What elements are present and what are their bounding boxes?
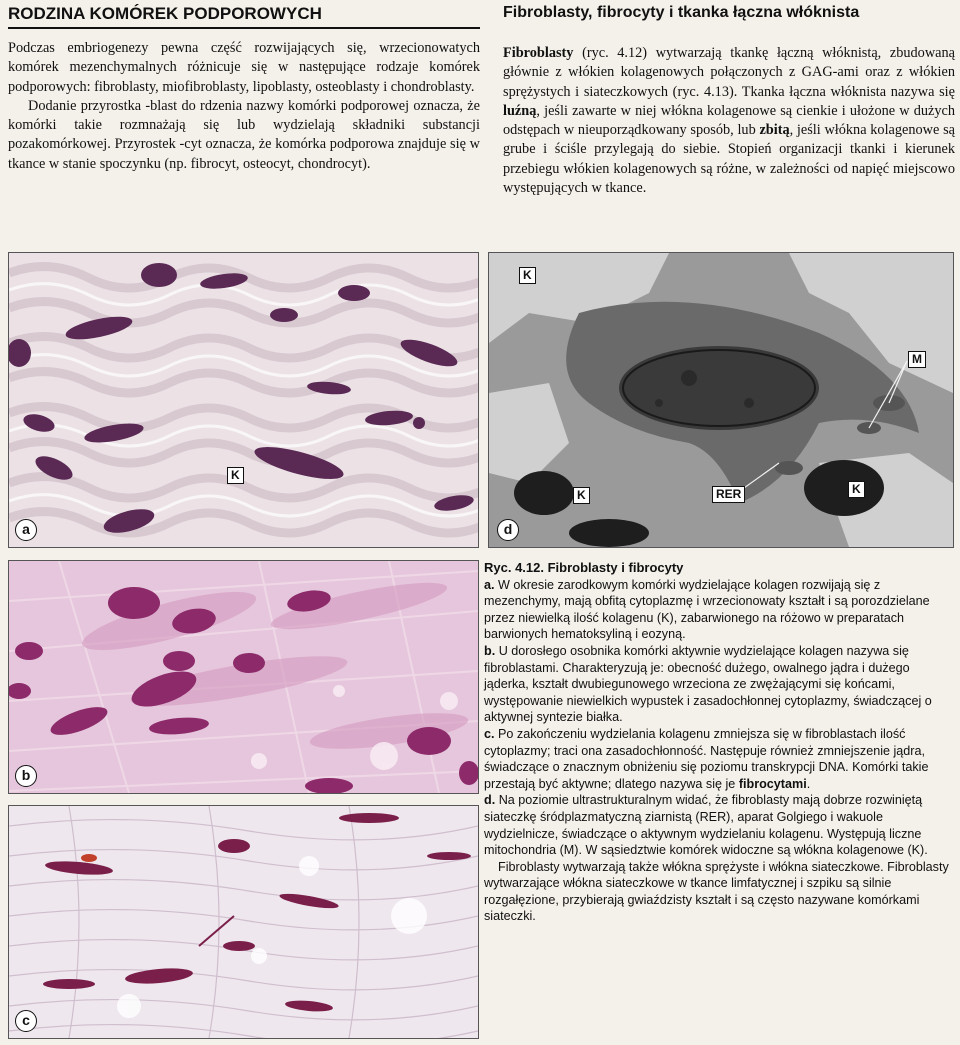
right-text-column bbox=[503, 4, 955, 198]
micrograph-c-image bbox=[9, 806, 478, 1038]
label-m-mitochondria: M bbox=[908, 351, 926, 368]
caption-title: Ryc. 4.12. Fibroblasty i fibrocyty bbox=[484, 560, 684, 575]
left-paragraph-2: Dodanie przyrostka -blast do rdzenia nazwy komórki podporowej oznacza, że komórki takie rozmnażają się lub wydzielają składniki substancji pozakomórkowej. Przyrostek -cyt oznacza, że komórka podporowa znajduje się w tkance w stanie spoczynku (np. fibrocyt, osteocyt, chondrocyt). bbox=[8, 97, 480, 172]
caption-extra-paragraph: Fibroblasty wytwarzają także włókna sprężyste i włókna siateczkowe. Fibroblasty wytwarzające włókna siateczkowe w tkance limfatycznej i szpiku są silnie rozgałęzione, przybierają gwiaździsty kształt i są często nazywane komórkami siateczki. bbox=[484, 859, 949, 924]
right-text-part-1: (ryc. 4.12) wytwarzają tkankę łączną włóknistą, zbudowaną głównie z włókien kolagenowych połączonych z GAG-ami oraz z włókien sprężystych i siateczkowych (ryc. 4.13). Tkanka łączna włóknista nazywa się bbox=[503, 45, 955, 100]
right-text-part-3: , jeśli włókna kolagenowe są grube i ściśle przylegają do siebie. Stopień organizacji tkanki i kierunek przebiegu włókien kolagenowych są różne, w zależności od napięć miejscowo występujących w tkance. bbox=[503, 122, 955, 197]
term-zbita: zbitą bbox=[759, 122, 790, 139]
panel-letter-a: a bbox=[15, 519, 37, 541]
label-k-collagen: K bbox=[227, 467, 244, 484]
right-paragraph bbox=[503, 44, 955, 198]
caption-item-c: c. Po zakończeniu wydzielania kolagenu zmniejsza się w fibroblastach ilość cytoplazmy; traci ona zasadochłonność. Następuje również zmniejszenie jądra, świadczące o znacznym obniżeniu się poziomu transkrypcji DNA. Komórki takie przestają być aktywne; dlatego nazywa się je fibrocytami. bbox=[484, 726, 929, 791]
figure-caption bbox=[484, 560, 956, 925]
left-body-text bbox=[8, 39, 480, 174]
panel-letter-c: c bbox=[15, 1010, 37, 1032]
subsection-heading: Fibroblasty, fibrocyty i tkanka łączna włóknista bbox=[503, 4, 860, 21]
label-k-top-left: K bbox=[519, 267, 536, 284]
micrograph-b-image bbox=[9, 561, 478, 793]
panel-letter-d: d bbox=[497, 519, 519, 541]
section-heading: RODZINA KOMÓREK PODPOROWYCH bbox=[8, 4, 480, 29]
label-k-bottom-right: K bbox=[848, 481, 865, 498]
label-rer: RER bbox=[712, 486, 745, 503]
micrograph-panel-d bbox=[488, 252, 954, 548]
right-text-part-2: , jeśli zawarte w niej włókna kolagenowe są cienkie i ułożone w dużych odstępach w nieuporządkowany sposób, lub bbox=[503, 102, 955, 139]
term-luzna: luźną bbox=[503, 102, 537, 119]
caption-item-d: d. Na poziomie ultrastrukturalnym widać, że fibroblasty mają dobrze rozwiniętą siateczkę śródplazmatyczną ziarnistą (RER), aparat Golgiego i wakuole wydzielnicze, świadczące o aktywnym wydzielaniu kolagenu. Występują liczne mitochondria (M). W sąsiedztwie komórek widoczne są włókna kolagenowe (K). bbox=[484, 793, 928, 858]
right-body-text bbox=[503, 44, 955, 198]
label-k-bottom-left: K bbox=[573, 487, 590, 504]
left-text-column bbox=[8, 4, 480, 174]
micrograph-panel-a bbox=[8, 252, 479, 548]
caption-item-a: a. W okresie zarodkowym komórki wydzielające kolagen rozwijają się z mezenchymy, mają obfitą cytoplazmę i wrzecionowaty kształt i są porozdzielane przez niewielką ilość kolagenu (K), zabarwionego na różowo w preparatach barwionych hematoksyliną i eozyną. bbox=[484, 577, 930, 642]
micrograph-a-image bbox=[9, 253, 478, 547]
micrograph-panel-b bbox=[8, 560, 479, 794]
term-fibroblasty: Fibroblasty bbox=[503, 45, 574, 61]
panel-letter-b: b bbox=[15, 765, 37, 787]
caption-item-b: b. U dorosłego osobnika komórki aktywnie wydzielające kolagen nazywa się fibroblastami. Charakteryzują je: obecność dużego, owalnego jądra i dużego jąderka, kształt dwubiegunowego wrzeciona ze zwężającymi się końcami, występowanie niewielkich wypustek i zasadochłonnej cytoplazmy, świadczącej o aktywnej syntezie białka. bbox=[484, 643, 932, 725]
left-paragraph-1: Podczas embriogenezy pewna część rozwijających się, wrzecionowatych komórek mezenchymalnych różnicuje się w następujące rodzaje komórek podporowych: fibroblasty, miofibroblasty, lipoblasty, osteoblasty i chondroblasty. bbox=[8, 40, 480, 95]
micrograph-panel-c bbox=[8, 805, 479, 1039]
